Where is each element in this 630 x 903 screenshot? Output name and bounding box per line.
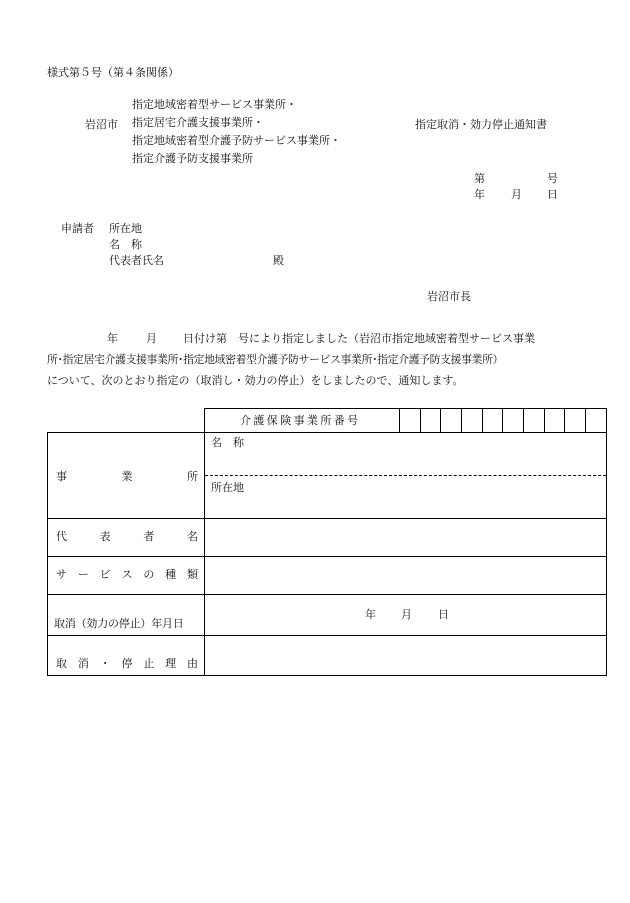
number-box-rule bbox=[523, 408, 524, 433]
applicant-representative-label: 代表者氏名 bbox=[109, 254, 164, 267]
designation-line: 指定介護予防支援事業所 bbox=[132, 152, 253, 165]
number-box-rule bbox=[440, 408, 441, 433]
table-rule bbox=[47, 432, 48, 676]
form-number: 様式第５号（第４条関係） bbox=[47, 66, 179, 79]
table-rule bbox=[47, 518, 607, 519]
office-address-label: 所在地 bbox=[211, 481, 244, 494]
facility-info-table bbox=[47, 408, 607, 676]
table-rule bbox=[204, 408, 607, 409]
table-rule bbox=[47, 675, 607, 676]
office-label: 事 業 所 bbox=[56, 470, 198, 483]
body-line3: について、次のとおり指定の（取消し・効力の停止）をしましたので、通知します。 bbox=[47, 374, 464, 387]
date-day: 日 bbox=[547, 188, 558, 201]
table-rule bbox=[47, 594, 607, 595]
number-dai: 第 bbox=[474, 172, 485, 185]
body-month: 月 bbox=[146, 332, 157, 345]
number-box-rule bbox=[502, 408, 503, 433]
designation-line: 指定地域密着型サービス事業所・ bbox=[132, 98, 297, 111]
number-box-rule bbox=[420, 408, 421, 433]
number-box-rule bbox=[544, 408, 545, 433]
number-box-rule bbox=[461, 408, 462, 433]
representative-label: 代 表 者 名 bbox=[56, 530, 198, 543]
document-title: 指定取消・効力停止通知書 bbox=[415, 118, 547, 131]
number-box-rule bbox=[399, 408, 400, 433]
body-line1: 日付け第 号により指定しました（岩沼市指定地域密着型サービス事業 bbox=[183, 332, 535, 345]
office-name-label: 名 称 bbox=[211, 436, 244, 449]
honorific-dono: 殿 bbox=[273, 254, 284, 267]
issuer-mayor: 岩沼市長 bbox=[427, 290, 471, 303]
cancel-date-day: 日 bbox=[438, 608, 449, 621]
applicant-label: 申請者 bbox=[61, 222, 94, 235]
city-label: 岩沼市 bbox=[85, 118, 118, 131]
reason-label: 取 消 ・ 停 止 理 由 bbox=[56, 657, 198, 670]
designation-line: 指定居宅介護支援事業所・ bbox=[132, 116, 264, 129]
applicant-name-label: 名 称 bbox=[109, 238, 142, 251]
cancel-date-year: 年 bbox=[365, 608, 376, 621]
body-year: 年 bbox=[107, 332, 118, 345]
number-go: 号 bbox=[547, 172, 558, 185]
provider-number-label: 介護保険事業所番号 bbox=[240, 414, 361, 427]
number-box-rule bbox=[482, 408, 483, 433]
table-rule bbox=[47, 635, 607, 636]
date-month: 月 bbox=[511, 188, 522, 201]
table-rule bbox=[47, 556, 607, 557]
cancel-date-label: 取消（効力の停止）年月日 bbox=[54, 617, 184, 630]
table-rule bbox=[606, 408, 607, 676]
table-rule bbox=[204, 408, 205, 676]
applicant-address-label: 所在地 bbox=[109, 222, 142, 235]
number-box-rule bbox=[564, 408, 565, 433]
number-box-rule bbox=[585, 408, 586, 433]
date-year: 年 bbox=[474, 188, 485, 201]
body-line2: 所･指定居宅介護支援事業所･指定地域密着型介護予防サービス事業所･指定介護予防支援事業所） bbox=[47, 353, 504, 366]
cancel-date-month: 月 bbox=[401, 608, 412, 621]
name-address-separator bbox=[205, 475, 606, 476]
designation-line: 指定地域密着型介護予防サービス事業所・ bbox=[132, 134, 341, 147]
service-type-label: サ ー ビ ス の 種 類 bbox=[56, 568, 198, 581]
